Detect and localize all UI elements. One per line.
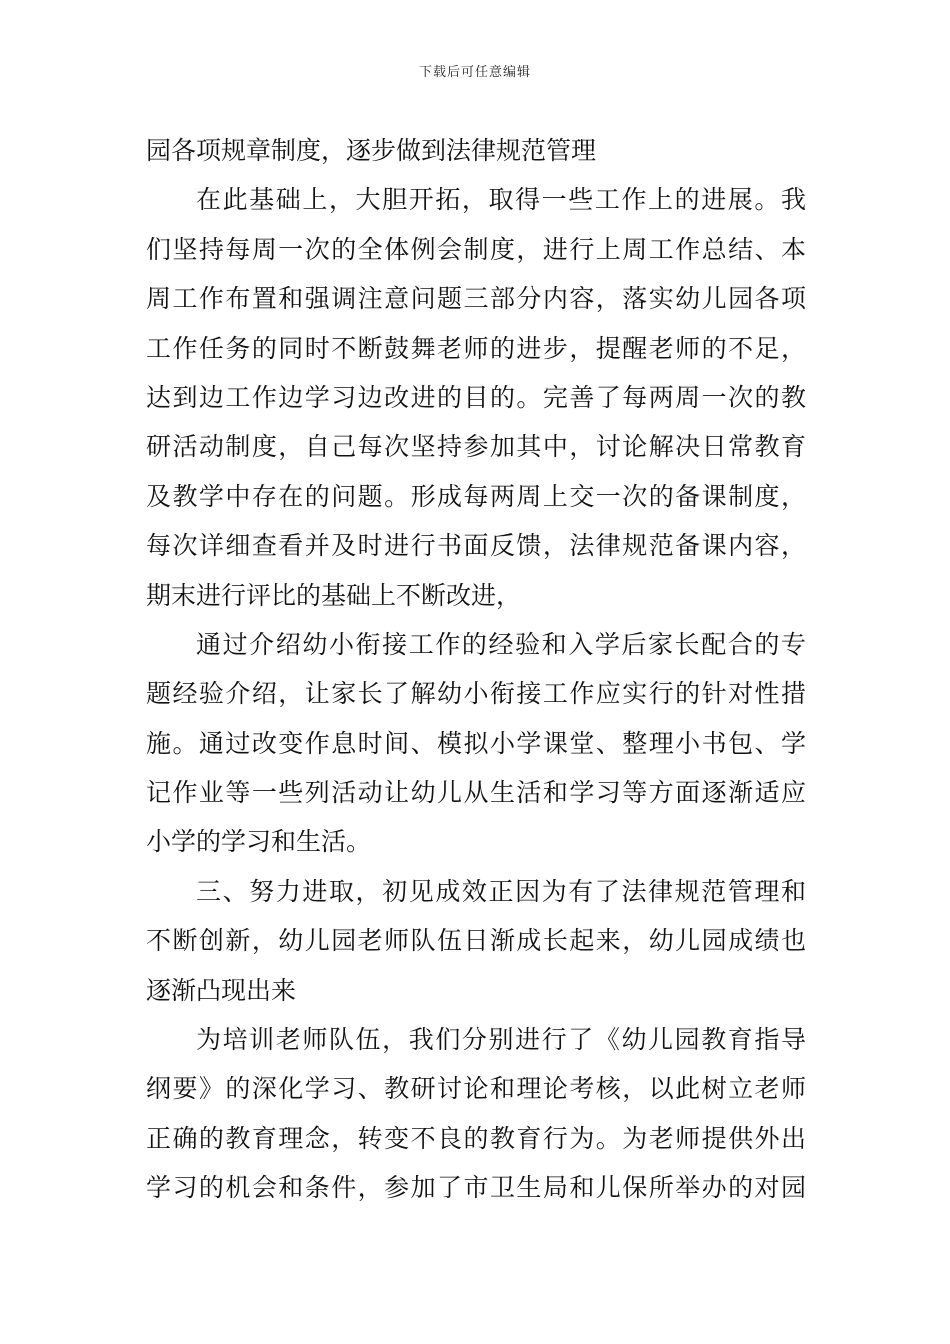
text-line: 纲要》的深化学习、教研讨论和理论考核，以此树立老师 <box>146 1074 806 1104</box>
text-line: 三、努力进取，初见成效正因为有了法律规范管理和 <box>196 876 806 906</box>
text-line: 为培训老师队伍，我们分别进行了《幼儿园教育指导 <box>196 1025 806 1055</box>
text-line: 研活动制度，自己每次坚持参加其中，讨论解决日常教育 <box>146 432 806 462</box>
text-line: 通过介绍幼小衔接工作的经验和入学后家长配合的专 <box>196 629 806 659</box>
text-line: 正确的教育理念，转变不良的教育行为。为老师提供外出 <box>146 1123 806 1153</box>
text-line: 们坚持每周一次的全体例会制度，进行上周工作总结、本 <box>146 234 806 264</box>
text-line: 周工作布置和强调注意问题三部分内容，落实幼儿园各项 <box>146 284 806 314</box>
text-line: 及教学中存在的问题。形成每两周上交一次的备课制度， <box>146 481 806 511</box>
text-line: 工作任务的同时不断鼓舞老师的进步，提醒老师的不足， <box>146 333 806 363</box>
text-line: 施。通过改变作息时间、模拟小学课堂、整理小书包、学 <box>146 728 806 758</box>
text-line: 达到边工作边学习边改进的目的。完善了每两周一次的教 <box>146 382 806 412</box>
text-line: 每次详细查看并及时进行书面反馈，法律规范备课内容， <box>146 531 806 561</box>
text-line: 小学的学习和生活。 <box>146 827 372 857</box>
body-text <box>146 126 806 1213</box>
text-line: 记作业等一些列活动让幼儿从生活和学习等方面逐渐适应 <box>146 778 806 808</box>
page-header: 下载后可任意编辑 <box>418 65 531 80</box>
text-line: 学习的机会和条件，参加了市卫生局和儿保所举办的对园 <box>146 1173 806 1203</box>
text-line: 不断创新，幼儿园老师队伍日渐成长起来，幼儿园成绩也 <box>146 926 806 956</box>
text-line: 在此基础上，大胆开拓，取得一些工作上的进展。我 <box>196 185 806 215</box>
text-line: 园各项规章制度，逐步做到法律规范管理 <box>146 136 597 165</box>
text-line: 逐渐凸现出来 <box>146 975 297 1005</box>
text-line: 期末进行评比的基础上不断改进， <box>146 580 522 610</box>
text-line: 题经验介绍，让家长了解幼小衔接工作应实行的针对性措 <box>146 679 806 709</box>
